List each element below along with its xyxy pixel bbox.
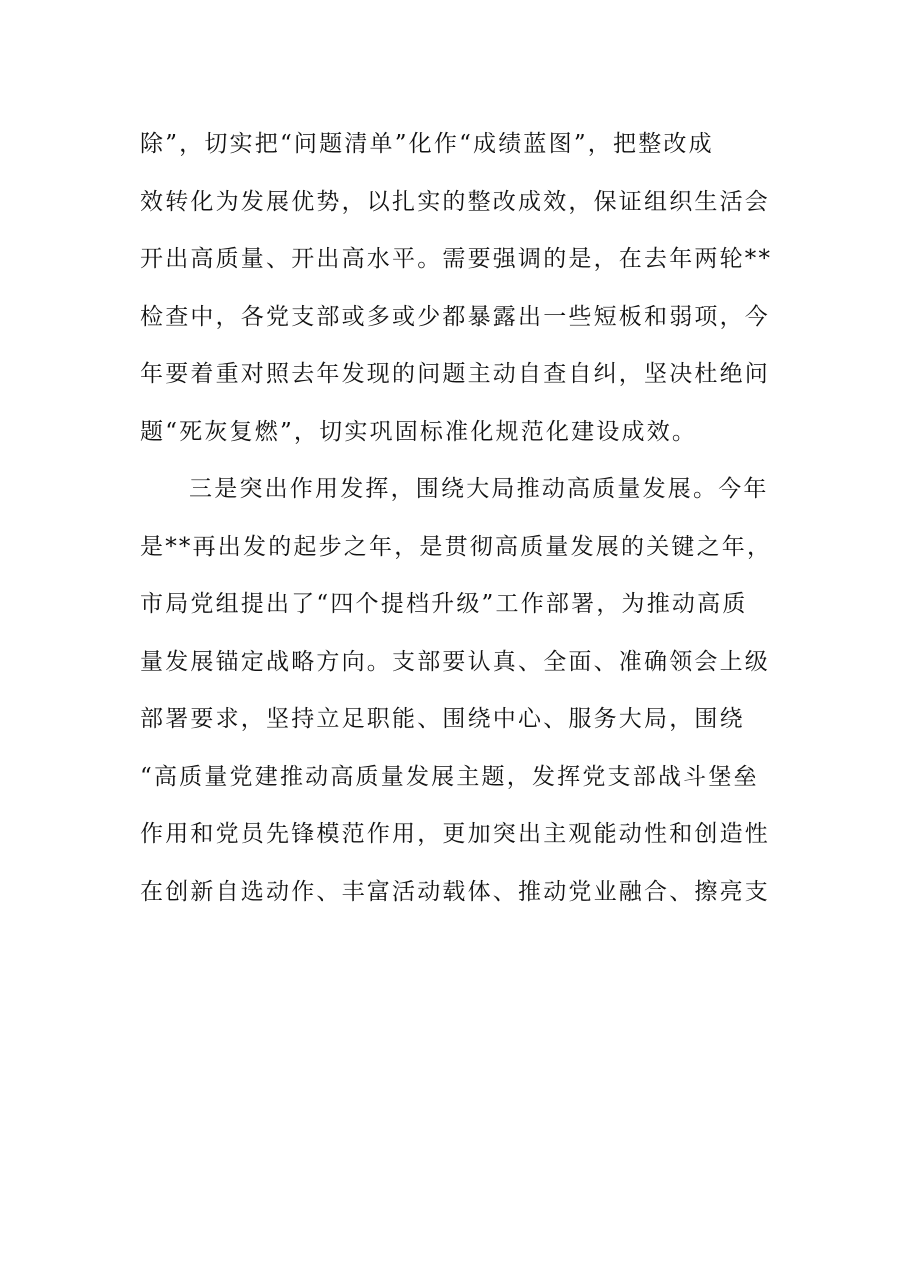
paragraph-line: 部署要求，坚持立足职能、围绕中心、服务大局，围绕 <box>140 706 745 732</box>
paragraph-line: “高质量党建推动高质量发展主题，发挥党支部战斗堡垒 <box>140 763 759 790</box>
paragraph-line: 效转化为发展优势，以扎实的整改成效，保证组织生活会 <box>140 188 770 215</box>
paragraph-line: 年要着重对照去年发现的问题主动自查自纠，坚决杜绝问 <box>140 361 770 387</box>
paragraph-2 <box>140 469 780 929</box>
paragraph-line: 作用和党员先锋模范作用，更加突出主观能动性和创造性 <box>140 821 770 847</box>
paragraph-line: 量发展锚定战略方向。支部要认真、全面、准确领会上级 <box>140 648 770 675</box>
paragraph-line: 除”，切实把“问题清单”化作“成绩蓝图”，把整改成 <box>140 131 714 157</box>
paragraph-line: 开出高质量、开出高水平。需要强调的是，在去年两轮** <box>140 246 773 272</box>
paragraph-1 <box>140 124 780 469</box>
document-body <box>140 124 780 929</box>
paragraph-line: 题“死灰复燃”，切实巩固标准化规范化建设成效。 <box>140 418 698 445</box>
paragraph-line: 在创新自选动作、丰富活动载体、推动党业融合、擦亮支 <box>140 878 770 905</box>
paragraph-line: 检查中，各党支部或多或少都暴露出一些短板和弱项，今 <box>140 303 770 330</box>
paragraph-line: 市局党组提出了“四个提档升级”工作部署，为推动高质 <box>140 591 748 617</box>
paragraph-first-line: 三是突出作用发挥，围绕大局推动高质量发展。今年 <box>189 476 769 502</box>
paragraph-line: 是**再出发的起步之年，是贯彻高质量发展的关键之年， <box>140 533 773 560</box>
